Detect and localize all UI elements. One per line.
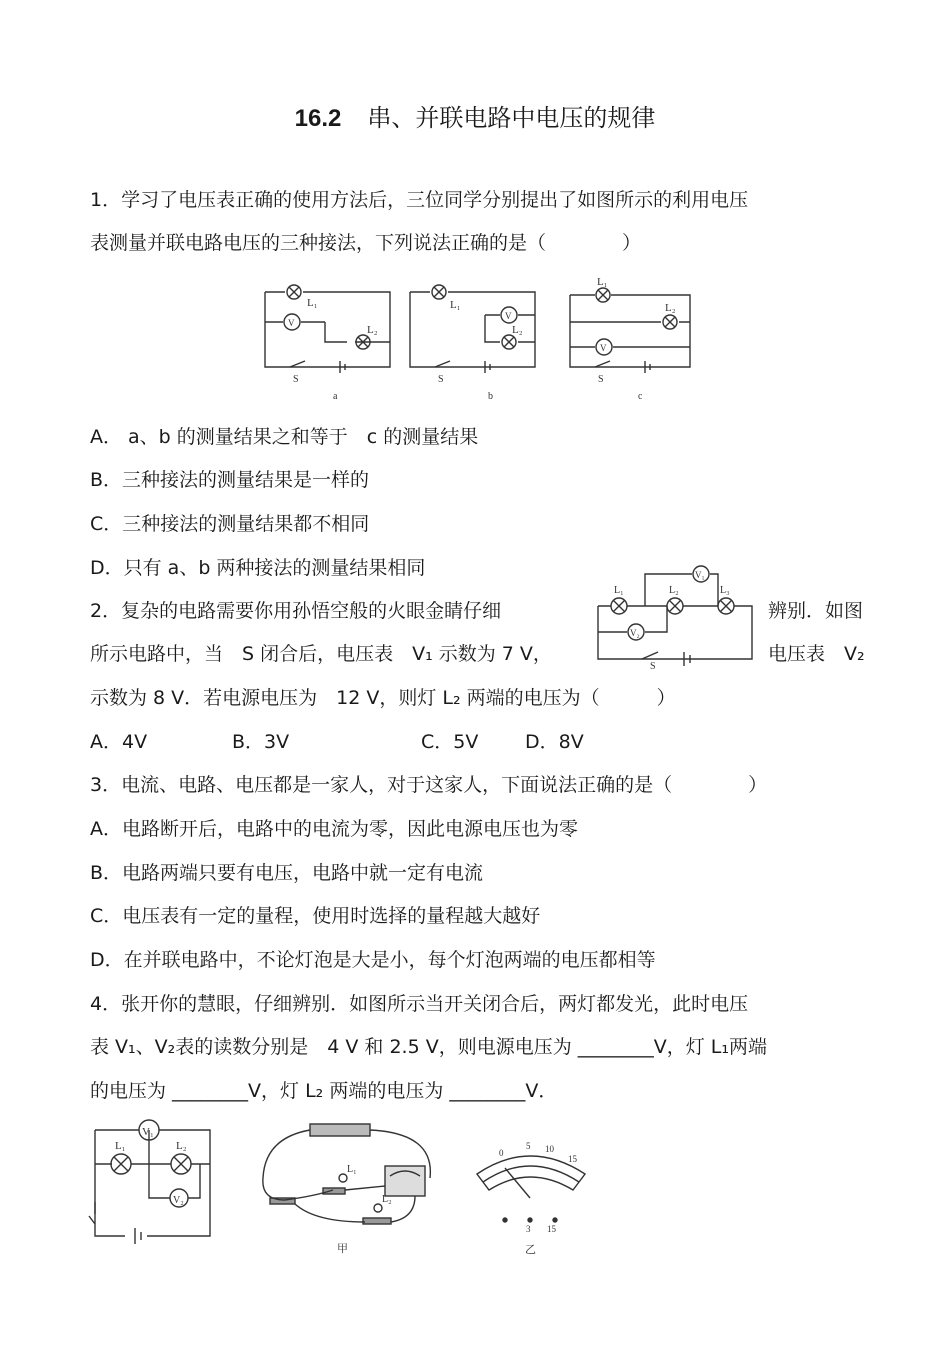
switch-label-a: S	[293, 374, 299, 385]
fig-label-c: c	[638, 391, 643, 402]
q2-line1: 2．复杂的电路需要你用孙悟空般的火眼金睛仔细	[90, 600, 502, 622]
q4-fig-yi: 乙	[525, 1244, 536, 1256]
q2-option-c: C．5V	[421, 731, 479, 753]
q4-photo-l1: L₁	[347, 1164, 357, 1175]
q4-circuit-figures	[85, 1118, 605, 1260]
q2-option-b: B．3V	[232, 731, 290, 753]
q2-line1-right: 辨别．如图	[768, 600, 864, 622]
circuit-b	[410, 285, 535, 402]
q4-photo-l2: L₂	[382, 1194, 392, 1205]
switch-label-b: S	[438, 374, 444, 385]
voltmeter-c: V	[600, 343, 607, 353]
q2-line3: 示数为 8 V．若电源电压为 12 V，则灯 L₂ 两端的电压为（ ）	[90, 687, 676, 709]
label-l1-a: L₁	[307, 297, 318, 309]
fig-label-b: b	[488, 391, 493, 402]
circuit-a	[265, 285, 390, 402]
q2-option-d: D．8V	[525, 731, 584, 753]
q2-circuit-figure	[592, 562, 762, 670]
q3-option-b: B．电路两端只要有电压，电路中就一定有电流	[90, 862, 484, 884]
section-number: 16.2	[294, 105, 342, 132]
q3-option-a: A．电路断开后，电路中的电流为零，因此电源电压也为零	[90, 818, 578, 840]
q4-voltmeter-v1: V₁	[142, 1126, 154, 1138]
label-l2-a: L₂	[367, 324, 378, 336]
q4-voltmeter-v2: V₂	[173, 1195, 184, 1206]
q4-label-l1: L₁	[115, 1140, 126, 1152]
voltmeter-b: V	[505, 311, 512, 321]
q1-option-d: D．只有 a、b 两种接法的测量结果相同	[90, 557, 426, 579]
circuit-c	[570, 276, 690, 402]
q2-option-a: A．4V	[90, 731, 148, 753]
q3-option-c: C．电压表有一定的量程，使用时选择的量程越大越好	[90, 905, 541, 927]
q2-label-l1: L₁	[614, 585, 624, 596]
q2-line2-right: 电压表 V₂	[768, 643, 865, 665]
q2-label-l3: L₃	[720, 585, 730, 596]
q2-voltmeter-v1: V₁	[695, 570, 705, 580]
q4-fig-jia: 甲	[337, 1243, 348, 1255]
voltmeter-a: V	[288, 318, 295, 328]
section-title: 串、并联电路中电压的规律	[367, 104, 656, 132]
q4-line1: 4．张开你的慧眼，仔细辨别．如图所示当开关闭合后，两灯都发光，此时电压	[90, 993, 749, 1015]
q3-line1: 3．电流、电路、电压都是一家人，对于这家人，下面说法正确的是（ ）	[90, 774, 768, 796]
dial-scale-10: 10	[545, 1144, 554, 1154]
q2-label-l2: L₂	[669, 585, 679, 596]
q2-voltmeter-v2: V₂	[630, 628, 640, 638]
dial-scale-0: 0	[499, 1148, 504, 1158]
terminal-3: 3	[526, 1224, 531, 1234]
q1-option-a: A． a、b 的测量结果之和等于 c 的测量结果	[90, 426, 479, 448]
q4-voltmeter-dial	[477, 1141, 585, 1256]
q2-line2: 所示电路中，当 S 闭合后，电压表 V₁ 示数为 7 V，	[90, 643, 552, 665]
q3-option-d: D．在并联电路中，不论灯泡是大是小，每个灯泡两端的电压都相等	[90, 949, 656, 971]
q1-option-c: C．三种接法的测量结果都不相同	[90, 513, 370, 535]
switch-label-c: S	[598, 374, 604, 385]
label-l1-c: L₁	[597, 276, 608, 288]
q1-circuit-figures	[255, 275, 676, 405]
q4-physical-circuit	[263, 1124, 431, 1255]
dial-scale-15: 15	[568, 1154, 577, 1164]
label-l1-b: L₁	[450, 299, 461, 311]
q1-option-b: B．三种接法的测量结果是一样的	[90, 469, 370, 491]
terminal-15: 15	[547, 1224, 556, 1234]
q2-switch-label: S	[650, 661, 656, 672]
page-title	[0, 98, 950, 133]
label-l2-b: L₂	[512, 324, 523, 336]
label-l2-c: L₂	[665, 302, 676, 314]
q1-line2: 表测量并联电路电压的三种接法，下列说法正确的是（ ）	[90, 232, 642, 254]
q4-schematic	[89, 1120, 210, 1244]
q4-label-l2: L₂	[176, 1140, 187, 1152]
q4-line3: 的电压为 ________V，灯 L₂ 两端的电压为 ________V．	[90, 1080, 558, 1102]
fig-label-a: a	[333, 391, 338, 402]
q4-line2: 表 V₁、V₂表的读数分别是 4 V 和 2.5 V，则电源电压为 ________V，灯 L₁两端	[90, 1036, 768, 1058]
dial-scale-5: 5	[526, 1141, 531, 1151]
q1-line1: 1．学习了电压表正确的使用方法后，三位同学分别提出了如图所示的利用电压	[90, 189, 749, 211]
